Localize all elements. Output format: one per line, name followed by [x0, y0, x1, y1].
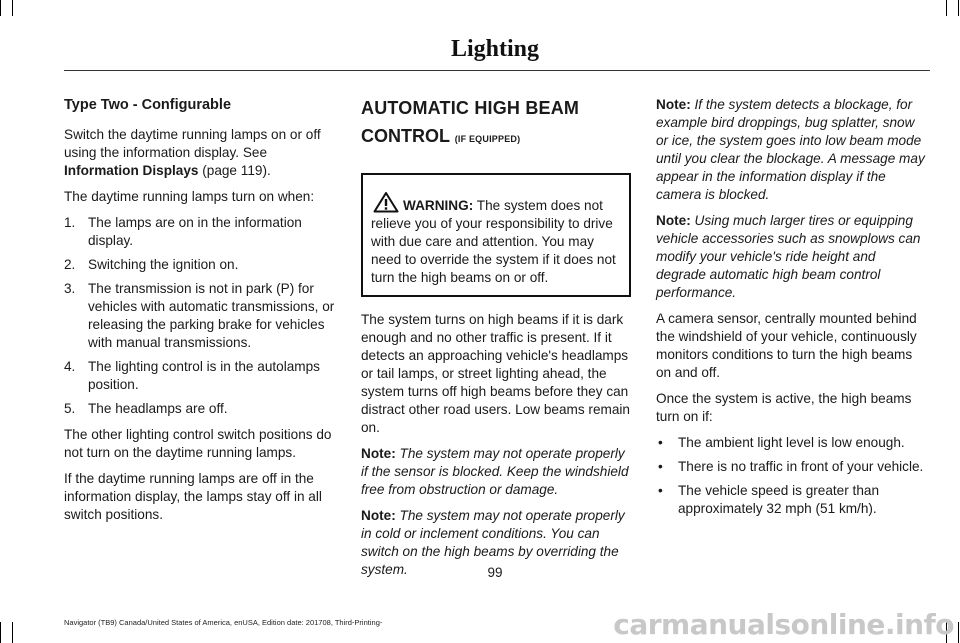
list-item-text: Switching the ignition on.: [88, 257, 239, 272]
note-label: Note:: [361, 446, 396, 461]
paragraph-system-behavior: The system turns on high beams if it is dark enough and no other traffic is present. If it detects an approaching vehicle's headlamps or tail lamps, or street lighting ahead, the system turns off high beams before they can distract other road users. Low beams remain on.: [361, 312, 630, 435]
list-number: 3.: [64, 281, 76, 296]
note-label: Note:: [656, 213, 691, 228]
watermark: carmanualsonline.info: [613, 608, 954, 641]
note: [361, 445, 631, 499]
column-right: [656, 96, 928, 524]
header-divider: [64, 70, 930, 71]
information-displays-link[interactable]: Information Displays: [64, 163, 199, 178]
note-text: The system may not operate properly if the sensor is blocked. Keep the windshield free from obstruction or damage.: [361, 446, 629, 497]
crop-mark: [958, 622, 959, 643]
warning-triangle-icon: [373, 191, 399, 213]
crop-mark: [946, 0, 947, 16]
subheading: Type Two - Configurable: [64, 97, 232, 113]
crop-mark: [12, 0, 13, 16]
list-item-text: The vehicle speed is greater than approximately 32 mph (51 km/h).: [678, 483, 880, 516]
list-item-text: The lighting control is in the autolamps position.: [88, 359, 320, 392]
equipped-label: (IF EQUIPPED): [454, 134, 521, 144]
list-item-text: The lamps are on in the information display.: [88, 215, 302, 248]
note-text: Using much larger tires or equipping vehicle accessories such as snowplows can modify your vehicle's ride height and degrade automatic high beam control performance.: [656, 213, 921, 300]
conditions-list: [64, 214, 336, 418]
crop-mark: [0, 0, 1, 16]
note-text: If the system detects a blockage, for example bird droppings, bug splatter, snow or ice, the system goes into low beam mode until you clear the blockage. A message may appear in the information display if the camera is blocked.: [656, 97, 925, 202]
page-number: 99: [487, 565, 503, 580]
list-number: 5.: [64, 401, 76, 416]
note-text: The system may not operate properly in cold or inclement conditions. You can switch on the high beams by overriding the system.: [361, 508, 625, 577]
note: [656, 212, 928, 302]
crop-mark: [958, 0, 959, 16]
warning-box: [361, 173, 631, 297]
bullet-icon: •: [658, 435, 663, 450]
column-left: [64, 96, 336, 532]
list-item: [656, 482, 928, 518]
intro-paragraph: [64, 126, 336, 180]
activation-conditions-list: [656, 434, 928, 518]
list-item: [64, 358, 336, 394]
note-label: Note:: [361, 508, 396, 523]
list-lead: The daytime running lamps turn on when:: [64, 189, 315, 204]
list-item-text: The transmission is not in park (P) for vehicles with automatic transmissions, or releasing the parking brake for vehicles with manual transmissions.: [88, 281, 335, 350]
intro-page-ref: (page 119).: [198, 163, 271, 178]
paragraph-lamps-off: If the daytime running lamps are off in the information display, the lamps stay off in all switch positions.: [64, 471, 322, 522]
list-item: [656, 434, 928, 452]
list-item: [64, 400, 336, 418]
list-number: 2.: [64, 257, 76, 272]
footer-edition-info: Navigator (TB9) Canada/United States of America, enUSA, Edition date: 201708, Third-Printing-: [64, 618, 383, 627]
bullet-icon: •: [658, 483, 663, 498]
section-title-control: CONTROL: [361, 126, 450, 146]
bullet-icon: •: [658, 459, 663, 474]
column-middle: [361, 96, 631, 587]
list-number: 1.: [64, 215, 76, 230]
list-item-text: The headlamps are off.: [88, 401, 228, 416]
page-title: Lighting: [450, 36, 540, 62]
list-item-text: There is no traffic in front of your vehicle.: [678, 459, 924, 474]
list-item: [656, 458, 928, 476]
crop-mark: [0, 622, 1, 643]
list-item: [64, 256, 336, 274]
paragraph-system-active: Once the system is active, the high beams turn on if:: [656, 391, 912, 424]
section-title-line2: [361, 124, 631, 151]
list-item: [64, 280, 336, 352]
list-item: [64, 214, 336, 250]
paragraph-other-positions: The other lighting control switch positions do not turn on the daytime running lamps.: [64, 427, 332, 460]
warning-label: WARNING:: [403, 198, 474, 213]
note: [656, 96, 928, 204]
paragraph-camera-sensor: A camera sensor, centrally mounted behind the windshield of your vehicle, continuously monitors conditions to turn the high beams on and off.: [656, 311, 917, 380]
crop-mark: [12, 622, 13, 643]
warning-text: The system does not relieve you of your responsibility to drive with due care and attention. You may need to override the system if it does not turn the high beams on or off.: [371, 198, 616, 285]
note-label: Note:: [656, 97, 691, 112]
list-number: 4.: [64, 359, 76, 374]
section-title: AUTOMATIC HIGH BEAM: [361, 98, 580, 118]
intro-text: Switch the daytime running lamps on or off using the information display. See: [64, 127, 321, 160]
list-item-text: The ambient light level is low enough.: [678, 435, 905, 450]
